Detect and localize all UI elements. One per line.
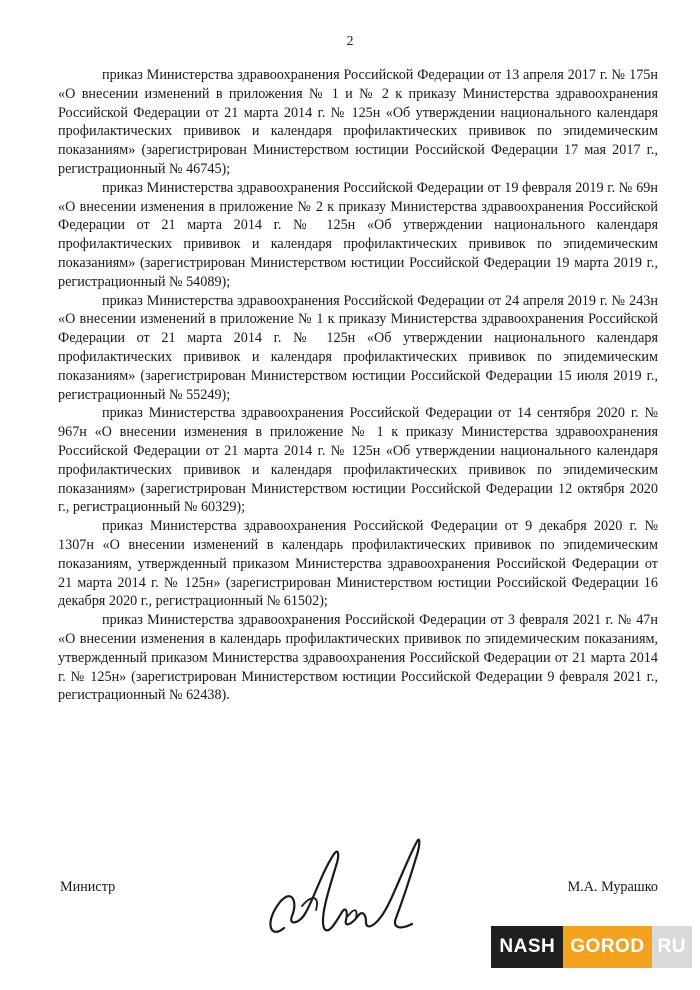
order-paragraph-3: приказ Министерства здравоохранения Российской Федерации от 24 апреля 2019 г. № 243н «О внесении изменений в приложение № 1 к приказу Министерства здравоохранения Российской Федерации от 21 марта 2014 г. № 125н «Об утверждении национального календаря профилактических прививок и календаря профилактических прививок по эпидемическим показаниям» (зарегистрирован Министерством юстиции Российской Федерации 15 июля 2019 г., регистрационный № 55249); xyxy=(58,292,658,403)
watermark-part-gorod: GOROD xyxy=(563,926,651,968)
handwritten-signature xyxy=(262,832,437,947)
order-paragraph-6: приказ Министерства здравоохранения Российской Федерации от 3 февраля 2021 г. № 47н «О внесении изменения в календарь профилактических прививок по эпидемическим показаниям, утвержденный приказом Министерства здравоохранения Российской Федерации от 21 марта 2014 г. № 125н» (зарегистрирован Министерством юстиции Российской Федерации 9 февраля 2021 г., регистрационный № 62438). xyxy=(58,612,658,704)
watermark-part-ru: RU xyxy=(652,926,692,968)
order-paragraph-2: приказ Министерства здравоохранения Российской Федерации от 19 февраля 2019 г. № 69н «О внесении изменения в приложение № 2 к приказу Министерства здравоохранения Российской Федерации от 21 марта 2014 г. № 125н «Об утверждении национального календаря профилактических прививок и календаря профилактических прививок по эпидемическим показаниям» (зарегистрирован Министерством юстиции Российской Федерации 19 марта 2019 г., регистрационный № 54089); xyxy=(58,179,658,290)
watermark-part-nash: NASH xyxy=(491,926,563,968)
order-paragraph-5: приказ Министерства здравоохранения Российской Федерации от 9 декабря 2020 г. № 1307н «О внесении изменений в календарь профилактических прививок по эпидемическим показаниям, утвержденный приказом Министерства здравоохранения Российской Федерации от 21 марта 2014 г. № 125н» (зарегистрирован Министерством юстиции Российской Федерации 16 декабря 2020 г., регистрационный № 61502); xyxy=(58,518,658,610)
order-paragraph-1: приказ Министерства здравоохранения Российской Федерации от 13 апреля 2017 г. № 175н «О внесении изменений в приложения № 1 и № 2 к приказу Министерства здравоохранения Российской Федерации от 21 марта 2014 г. № 125н «Об утверждении национального календаря профилактических прививок и календаря профилактических прививок по эпидемическим показаниям» (зарегистрирован Министерством юстиции Российской Федерации 17 мая 2017 г., регистрационный № 46745); xyxy=(58,67,658,177)
order-paragraph-4: приказ Министерства здравоохранения Российской Федерации от 14 сентября 2020 г. № 967н «О внесении изменения в приложение № 1 к приказу Министерства здравоохранения Российской Федерации от 21 марта 2014 г. № 125н «Об утверждении национального календаря профилактических прививок и календаря профилактических прививок по эпидемическим показаниям» (зарегистрирован Министерством юстиции Российской Федерации 12 октября 2020 г., регистрационный № 60329); xyxy=(58,405,658,516)
nashgorod-watermark-logo xyxy=(491,926,692,968)
document-body xyxy=(58,66,658,705)
page-number: 2 xyxy=(346,34,354,49)
minister-position-label: Министр xyxy=(60,879,116,895)
minister-name: М.А. Мурашко xyxy=(567,879,658,895)
